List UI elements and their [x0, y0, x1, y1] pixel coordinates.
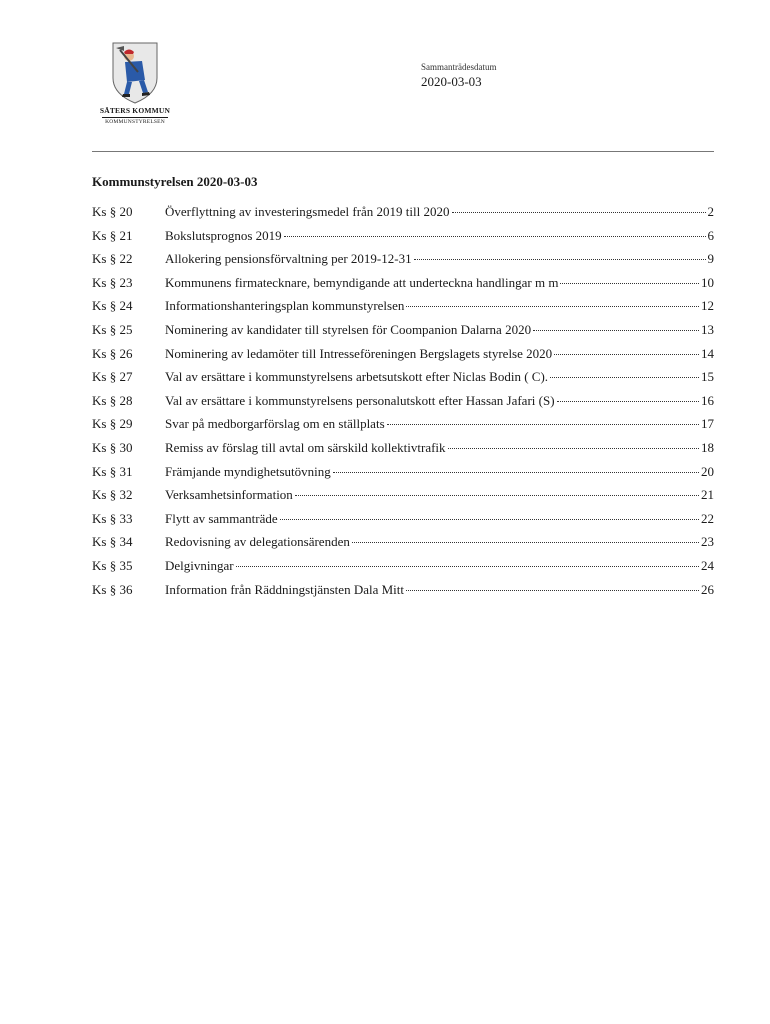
toc-entry-title: Information från Räddningstjänsten Dala Mitt	[165, 581, 405, 597]
toc-entry-page: 13	[701, 321, 714, 337]
toc-entry-title: Verksamhetsinformation	[165, 487, 293, 503]
header-divider	[92, 151, 714, 152]
toc-entry-page: 20	[701, 463, 714, 479]
toc-dot-leader	[452, 212, 706, 213]
toc-dot-leader	[448, 448, 699, 449]
toc-entry-page: 6	[707, 227, 714, 243]
toc-dot-leader	[387, 424, 699, 425]
meeting-date-label: Sammanträdesdatum	[421, 62, 497, 72]
toc-entry-number: Ks § 28	[92, 392, 133, 408]
toc-entry-number: Ks § 29	[92, 416, 133, 432]
toc-entry-page: 10	[701, 274, 714, 290]
toc-title: Kommunstyrelsen 2020-03-03	[92, 174, 258, 189]
toc-entry-page: 16	[701, 392, 714, 408]
toc-entry-title: Informationshanteringsplan kommunstyrelsen	[165, 298, 405, 314]
toc-entry[interactable]	[92, 582, 714, 606]
toc-entry-number: Ks § 33	[92, 510, 133, 526]
toc-entry-number: Ks § 30	[92, 439, 133, 455]
toc-entry-number: Ks § 35	[92, 557, 133, 573]
toc-dot-leader	[560, 283, 699, 284]
table-of-contents	[92, 204, 714, 605]
toc-entry-number: Ks § 23	[92, 274, 133, 290]
toc-entry-title: Remiss av förslag till avtal om särskild kollektivtrafik	[165, 439, 446, 455]
toc-entry-number: Ks § 26	[92, 345, 133, 361]
toc-dot-leader	[406, 590, 699, 591]
toc-entry-number: Ks § 21	[92, 227, 133, 243]
toc-entry[interactable]	[92, 534, 714, 558]
toc-entry[interactable]	[92, 346, 714, 370]
toc-entry-title: Nominering av kandidater till styrelsen för Coompanion Dalarna 2020	[165, 321, 532, 337]
toc-entry[interactable]	[92, 511, 714, 535]
toc-entry[interactable]	[92, 558, 714, 582]
toc-entry[interactable]	[92, 464, 714, 488]
toc-dot-leader	[352, 542, 699, 543]
toc-entry-number: Ks § 32	[92, 487, 133, 503]
toc-entry-number: Ks § 25	[92, 321, 133, 337]
toc-entry-page: 21	[701, 487, 714, 503]
toc-entry[interactable]	[92, 204, 714, 228]
toc-entry[interactable]	[92, 322, 714, 346]
toc-entry-title: Delgivningar	[165, 557, 234, 573]
toc-entry-number: Ks § 20	[92, 204, 133, 219]
logo-subtitle: KOMMUNSTYRELSEN	[105, 119, 165, 125]
toc-entry-title: Val av ersättare i kommunstyrelsens arbetsutskott efter Niclas Bodin ( C).	[165, 369, 549, 385]
toc-entry-title: Flytt av sammanträde	[165, 510, 278, 526]
meeting-date-value: 2020-03-03	[421, 74, 482, 89]
toc-entry-number: Ks § 36	[92, 581, 133, 597]
toc-entry-number: Ks § 24	[92, 298, 133, 314]
toc-entry-title: Nominering av ledamöter till Intresseföreningen Bergslagets styrelse 2020	[165, 345, 553, 361]
toc-entry-page: 12	[701, 298, 714, 314]
municipality-logo	[96, 42, 176, 132]
toc-entry-title: Allokering pensionsförvaltning per 2019-12-31	[165, 251, 412, 267]
toc-entry-page: 15	[701, 369, 714, 385]
toc-entry-number: Ks § 34	[92, 534, 133, 550]
toc-dot-leader	[550, 377, 699, 378]
toc-entry-page: 17	[701, 416, 714, 432]
toc-dot-leader	[284, 236, 706, 237]
toc-entry-page: 14	[701, 345, 714, 361]
toc-entry-page: 26	[701, 581, 714, 597]
toc-entry[interactable]	[92, 228, 714, 252]
toc-dot-leader	[557, 401, 699, 402]
logo-name: SÄTERS KOMMUN	[99, 106, 171, 115]
toc-entry-title: Överflyttning av investeringsmedel från 2019 till 2020	[165, 204, 450, 219]
toc-entry-number: Ks § 31	[92, 463, 133, 479]
toc-entry-title: Val av ersättare i kommunstyrelsens personalutskott efter Hassan Jafari (S)	[165, 392, 555, 408]
toc-entry-title: Bokslutsprognos 2019	[165, 227, 282, 243]
toc-entry[interactable]	[92, 369, 714, 393]
toc-entry-title: Kommunens firmatecknare, bemyndigande att underteckna handlingar m m	[165, 274, 559, 290]
toc-entry-title: Svar på medborgarförslag om en ställplats	[165, 416, 385, 432]
toc-dot-leader	[236, 566, 699, 567]
toc-entry-page: 18	[701, 439, 714, 455]
toc-entry[interactable]	[92, 416, 714, 440]
toc-entry-title: Redovisning av delegationsärenden	[165, 534, 350, 550]
coat-of-arms-icon	[112, 42, 158, 104]
toc-entry[interactable]	[92, 298, 714, 322]
toc-dot-leader	[280, 519, 699, 520]
toc-entry-page: 24	[701, 557, 714, 573]
toc-dot-leader	[295, 495, 699, 496]
toc-entry[interactable]	[92, 487, 714, 511]
toc-entry-number: Ks § 22	[92, 251, 133, 267]
toc-entry[interactable]	[92, 251, 714, 275]
toc-entry[interactable]	[92, 393, 714, 417]
toc-dot-leader	[406, 306, 699, 307]
toc-dot-leader	[533, 330, 699, 331]
toc-dot-leader	[554, 354, 699, 355]
toc-dot-leader	[414, 259, 706, 260]
toc-entry[interactable]	[92, 275, 714, 299]
toc-dot-leader	[333, 472, 699, 473]
toc-entry-page: 22	[701, 510, 714, 526]
logo-divider	[102, 117, 168, 118]
toc-entry-title: Främjande myndighetsutövning	[165, 463, 331, 479]
toc-entry-page: 2	[707, 204, 714, 219]
toc-entry-number: Ks § 27	[92, 369, 133, 385]
toc-entry[interactable]	[92, 440, 714, 464]
toc-entry-page: 9	[707, 251, 714, 267]
toc-entry-page: 23	[701, 534, 714, 550]
